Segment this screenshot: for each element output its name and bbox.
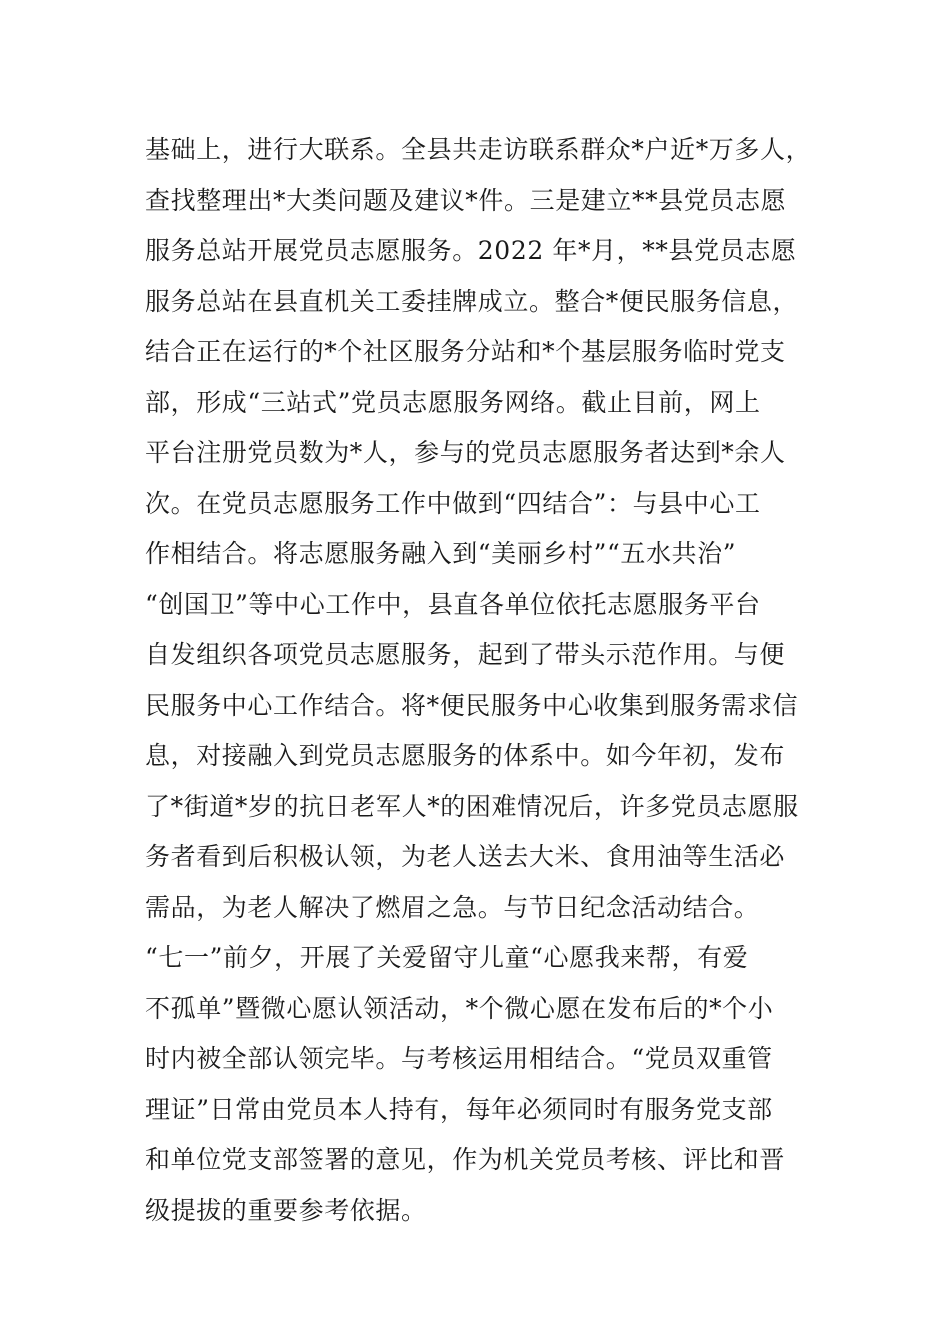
- text-line: 民服务中心工作结合。将*便民服务中心收集到服务需求信: [145, 690, 799, 720]
- text-line: 理证”日常由党员本人持有，每年必须同时有服务党支部: [145, 1094, 773, 1124]
- text-line: 服务总站在县直机关工委挂牌成立。整合*便民服务信息，: [145, 286, 799, 316]
- text-line: 务者看到后积极认领，为老人送去大米、食用油等生活必: [145, 842, 786, 871]
- text-line: 基础上，进行大联系。全县共走访联系群众*户近*万多人，: [145, 135, 812, 164]
- text-line: 级提拔的重要参考依据。: [145, 1195, 427, 1225]
- text-line: 和单位党支部签署的意见，作为机关党员考核、评比和晋: [145, 1145, 786, 1174]
- text-line: 了*街道*岁的抗日老军人*的困难情况后，许多党员志愿服: [145, 791, 799, 821]
- text-line: 平台注册党员数为*人，参与的党员志愿服务者达到*余人: [145, 438, 786, 467]
- text-line: 结合正在运行的*个社区服务分站和*个基层服务临时党支: [145, 337, 786, 366]
- text-line: 部，形成“三站式”党员志愿服务网络。截止目前，网上: [145, 387, 761, 417]
- text-line: 时内被全部认领完毕。与考核运用相结合。“党员双重管: [145, 1044, 773, 1073]
- text-line: 不孤单”暨微心愿认领活动，*个微心愿在发布后的*个小: [145, 993, 774, 1023]
- text-line: 需品，为老人解决了燃眉之急。与节日纪念活动结合。: [145, 892, 760, 922]
- text-line: 服务总站开展党员志愿服务。2022 年*月，**县党员志愿: [145, 236, 797, 265]
- text-line: 作相结合。将志愿服务融入到“美丽乡村”“五水共治”: [145, 539, 737, 568]
- text-line: “创国卫”等中心工作中，县直各单位依托志愿服务平台: [145, 589, 761, 619]
- body-paragraph: [145, 125, 845, 1236]
- text-line: “七一”前夕，开展了关爱留守儿童“心愿我来帮，有爱: [145, 943, 749, 972]
- text-line: 自发组织各项党员志愿服务，起到了带头示范作用。与便: [145, 640, 786, 669]
- text-line: 次。在党员志愿服务工作中做到“四结合”：与县中心工: [145, 488, 761, 518]
- text-line: 息，对接融入到党员志愿服务的体系中。如今年初，发布: [145, 741, 786, 770]
- text-line: 查找整理出*大类问题及建议*件。三是建立**县党员志愿: [145, 185, 787, 215]
